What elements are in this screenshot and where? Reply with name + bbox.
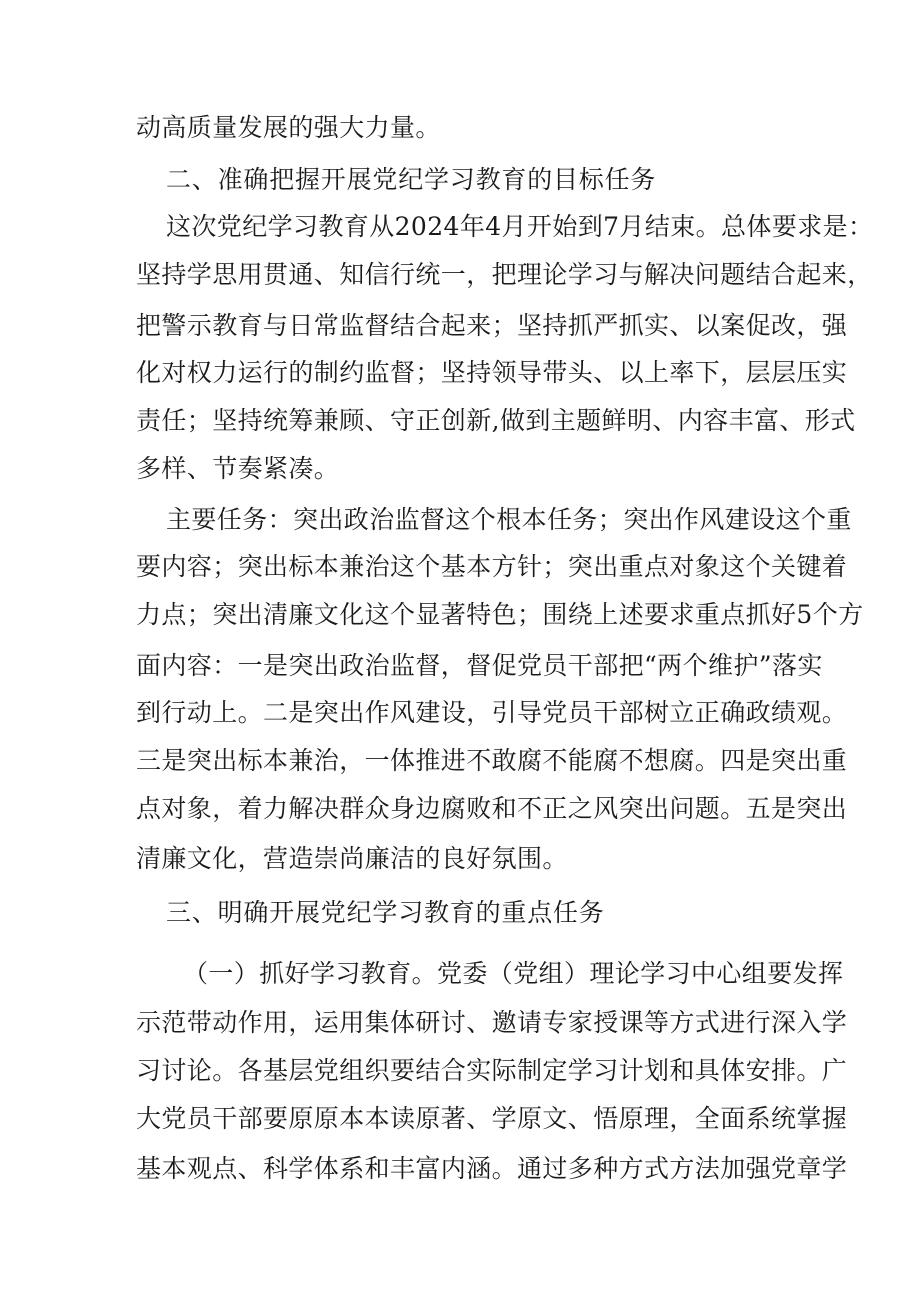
paragraph-line: 习讨论。各基层党组织要结合实际制定学习计划和具体安排。广: [136, 1056, 848, 1085]
paragraph-line: 点对象，着力解决群众身边腐败和不正之风突出问题。五是突出: [136, 794, 848, 823]
paragraph-line: 主要任务：突出政治监督这个根本任务；突出作风建设这个重: [166, 505, 852, 534]
paragraph-line: 责任；坚持统筹兼顾、守正创新,做到主题鲜明、内容丰富、形式: [136, 406, 856, 435]
paragraph-line: 面内容：一是突出政治监督，督促党员干部把“两个维护”落实: [136, 651, 823, 680]
paragraph-line: 基本观点、科学体系和丰富内涵。通过多种方式方法加强党章学: [136, 1154, 848, 1183]
paragraph-line: 力点；突出清廉文化这个显著特色；围绕上述要求重点抓好5个方: [136, 600, 864, 629]
paragraph-line: （一）抓好学习教育。党委（党组）理论学习中心组要发挥: [183, 959, 844, 988]
paragraph-line: 到行动上。二是突出作风建设，引导党员干部树立正确政绩观。: [136, 698, 848, 727]
paragraph-line: 清廉文化，营造崇尚廉洁的良好氛围。: [136, 844, 568, 873]
paragraph-line: 要内容；突出标本兼治这个基本方针；突出重点对象这个关键着: [136, 552, 848, 581]
paragraph-line: 这次党纪学习教育从2024年4月开始到7月结束。总体要求是：: [166, 212, 874, 241]
section-heading-3: 三、明确开展党纪学习教育的重点任务: [166, 898, 605, 927]
paragraph-line: 大党员干部要原原本本读原著、学原文、悟原理，全面系统掌握: [136, 1104, 848, 1133]
paragraph-line: 坚持学思用贯通、知信行统一，把理论学习与解决问题结合起来，: [136, 260, 873, 289]
paragraph-line: 示范带动作用，运用集体研讨、邀请专家授课等方式进行深入学: [136, 1008, 848, 1037]
paragraph-line: 多样、节奏紧凑。: [136, 454, 340, 483]
paragraph-line: 把警示教育与日常监督结合起来；坚持抓严抓实、以案促改，强: [136, 311, 848, 340]
section-heading-2: 二、准确把握开展党纪学习教育的目标任务: [166, 165, 657, 194]
paragraph-line: 三是突出标本兼治，一体推进不敢腐不能腐不想腐。四是突出重: [136, 746, 848, 775]
paragraph-line: 化对权力运行的制约监督；坚持领导带头、以上率下，层层压实: [136, 358, 848, 387]
paragraph-line: 动高质量发展的强大力量。: [136, 113, 441, 142]
